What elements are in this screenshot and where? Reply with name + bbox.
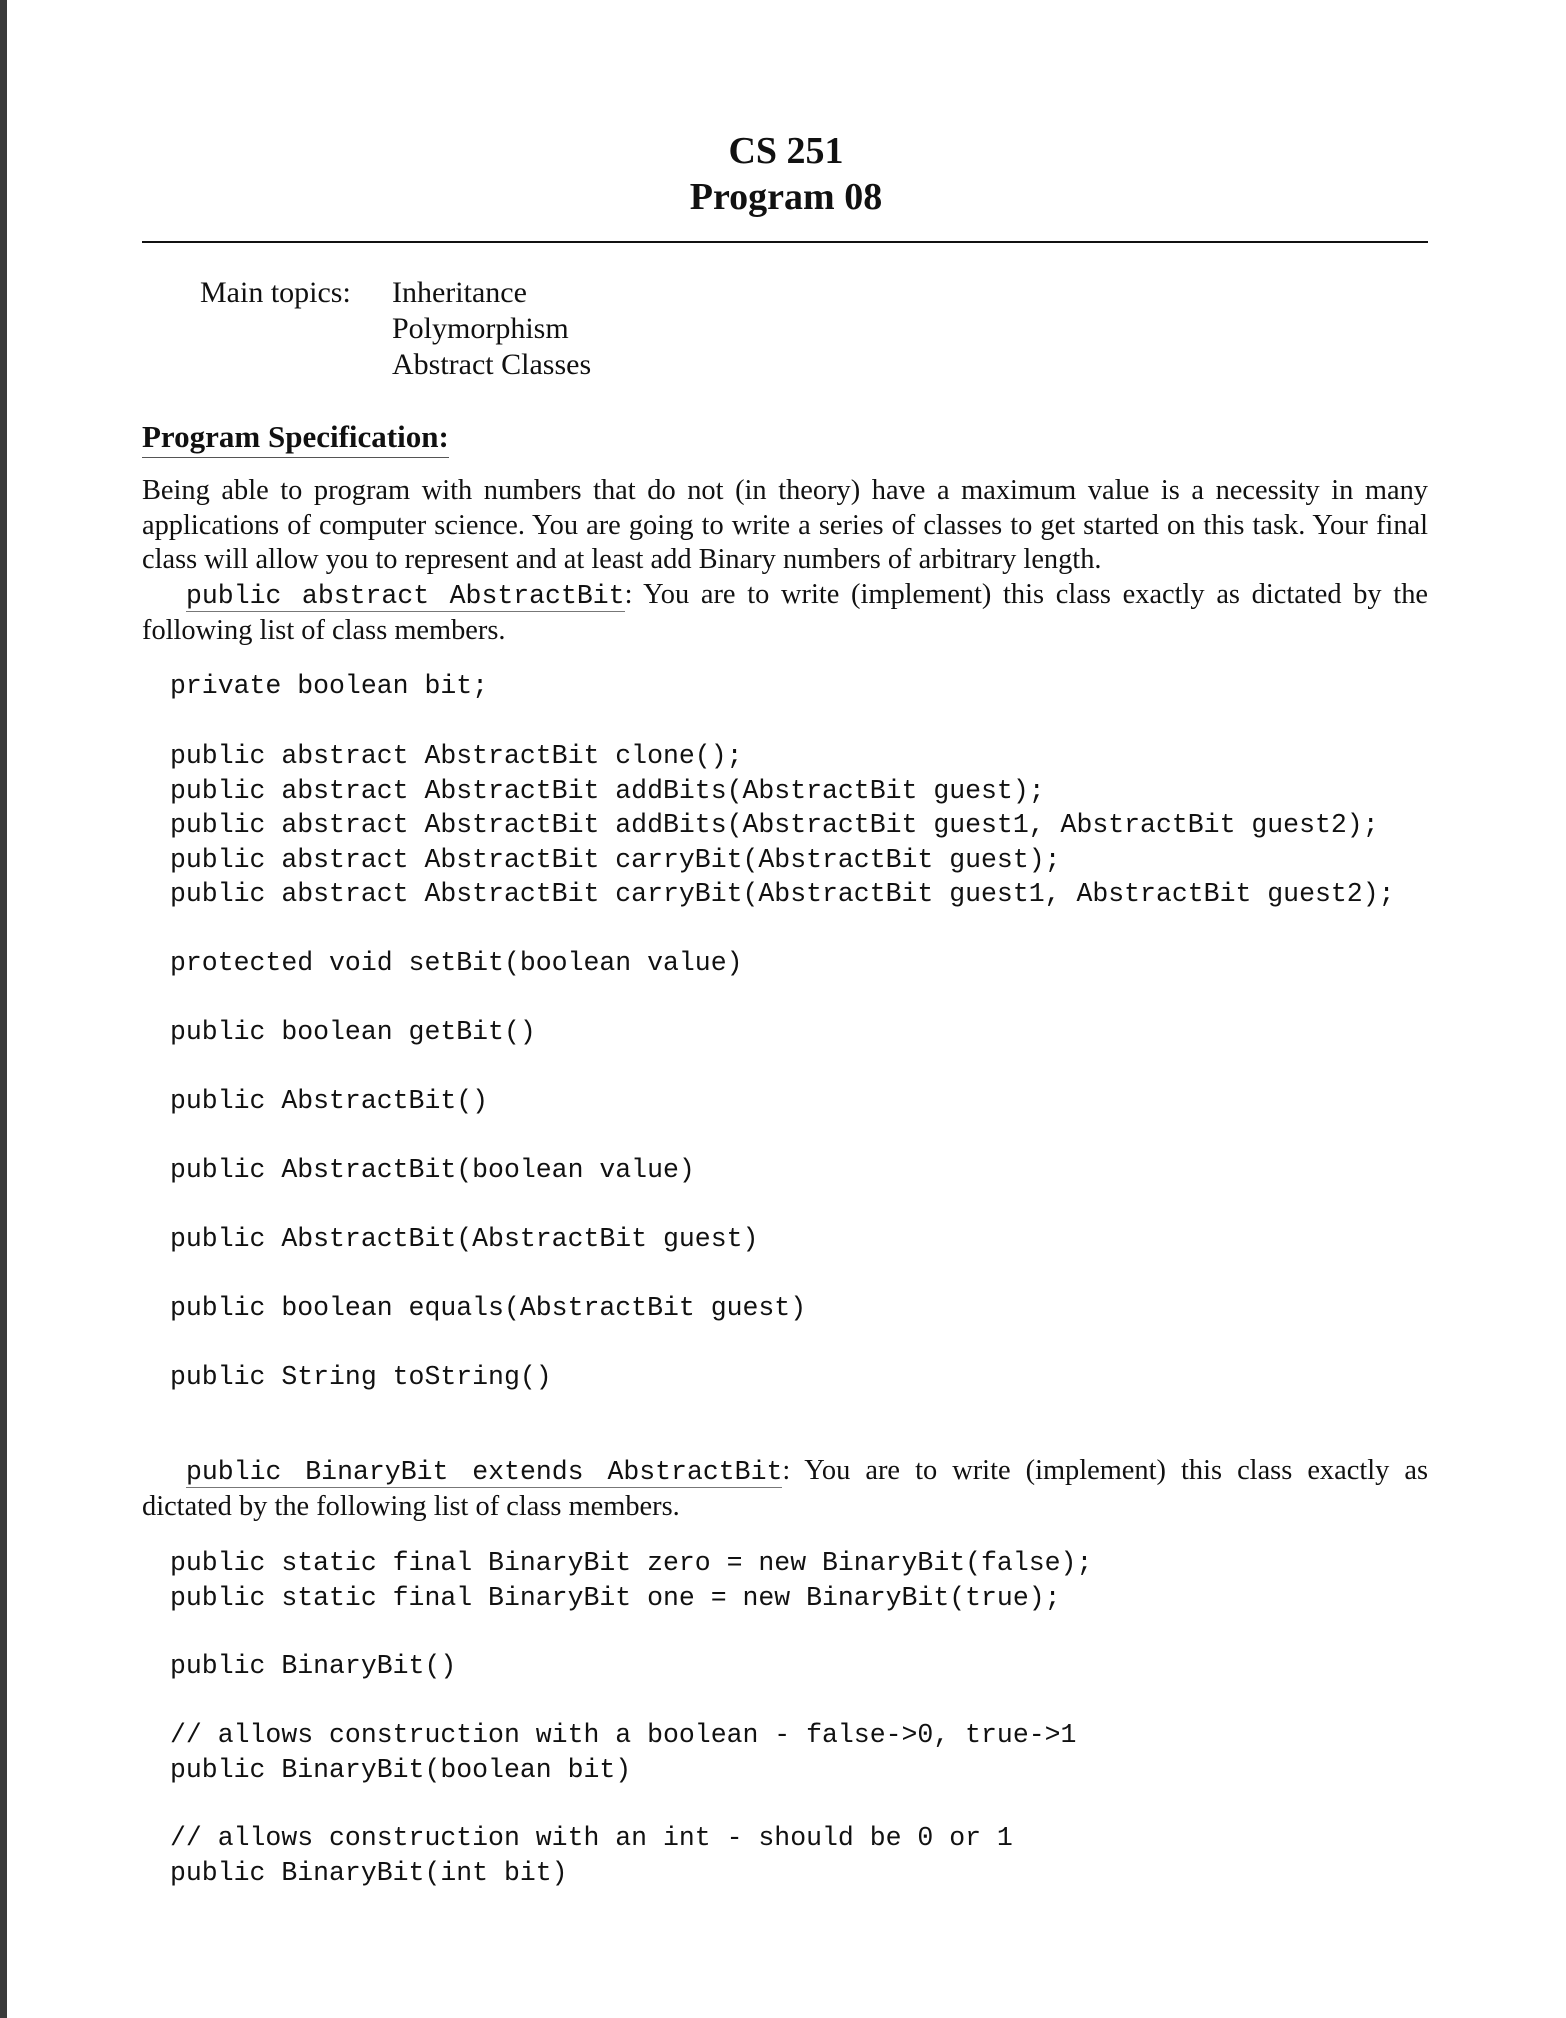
code-line: private boolean bit; bbox=[170, 671, 489, 701]
abstract-bit-description: : You are to write (implement) this class exactly as dictated by the following list of class members. bbox=[142, 579, 1428, 646]
code-line: public String toString() bbox=[170, 1362, 552, 1392]
code-line: public abstract AbstractBit carryBit(AbstractBit guest1, AbstractBit guest2); bbox=[170, 879, 1395, 909]
code-line: public BinaryBit(boolean bit) bbox=[170, 1754, 632, 1785]
code-line: public AbstractBit() bbox=[170, 1086, 489, 1116]
code-line: public BinaryBit() bbox=[170, 1651, 457, 1681]
code-line: public AbstractBit(AbstractBit guest) bbox=[170, 1224, 759, 1254]
assignment-title: Program 08 bbox=[689, 176, 883, 218]
binary-bit-description: : You are to write (implement) this class exactly as dictated by the following list of class members. bbox=[142, 1455, 1428, 1522]
code-line: public static final BinaryBit zero = new BinaryBit(false); bbox=[170, 1548, 1093, 1578]
code-line: public BinaryBit(int bit) bbox=[170, 1857, 568, 1888]
topics-label: Main topics: bbox=[200, 276, 351, 309]
code-line: protected void setBit(boolean value) bbox=[170, 948, 743, 978]
header-rule bbox=[142, 241, 1428, 243]
intro-paragraph: Being able to program with numbers that do not (in theory) have a maximum value is a necessity in many applications of computer science. You are going to write a series of classes to get started on this task. Your final class will allow you to represent and at least add Binary numbers of arbitrary length. bbox=[142, 475, 1428, 575]
code-line: public abstract AbstractBit clone(); bbox=[170, 741, 743, 771]
code-line: public boolean getBit() bbox=[170, 1017, 536, 1047]
topic-item: Inheritance bbox=[392, 276, 527, 309]
code-comment: // allows construction with a boolean - false->0, true->1 bbox=[170, 1720, 1077, 1750]
code-line: public boolean equals(AbstractBit guest) bbox=[170, 1293, 807, 1323]
binary-bit-paragraph bbox=[142, 1454, 1428, 1524]
topics-list bbox=[392, 275, 591, 383]
code-comment: // allows construction with an int - should be 0 or 1 bbox=[170, 1823, 1013, 1853]
course-title: CS 251 bbox=[728, 130, 844, 172]
abstract-bit-paragraph bbox=[142, 578, 1428, 648]
topic-item: Abstract Classes bbox=[392, 348, 592, 381]
code-line: public static final BinaryBit one = new BinaryBit(true); bbox=[170, 1582, 1061, 1613]
binary-bit-signature: public BinaryBit extends AbstractBit bbox=[186, 1457, 783, 1487]
code-line: public abstract AbstractBit addBits(AbstractBit guest1, AbstractBit guest2); bbox=[170, 810, 1379, 840]
document-header bbox=[676, 128, 896, 220]
topic-item: Polymorphism bbox=[392, 312, 569, 345]
code-line: public AbstractBit(boolean value) bbox=[170, 1155, 695, 1185]
section-heading: Program Specification: bbox=[142, 418, 449, 458]
code-line: public abstract AbstractBit carryBit(AbstractBit guest); bbox=[170, 844, 1061, 875]
abstract-bit-signature: public abstract AbstractBit bbox=[186, 581, 625, 611]
code-line: public abstract AbstractBit addBits(AbstractBit guest); bbox=[170, 775, 1045, 806]
